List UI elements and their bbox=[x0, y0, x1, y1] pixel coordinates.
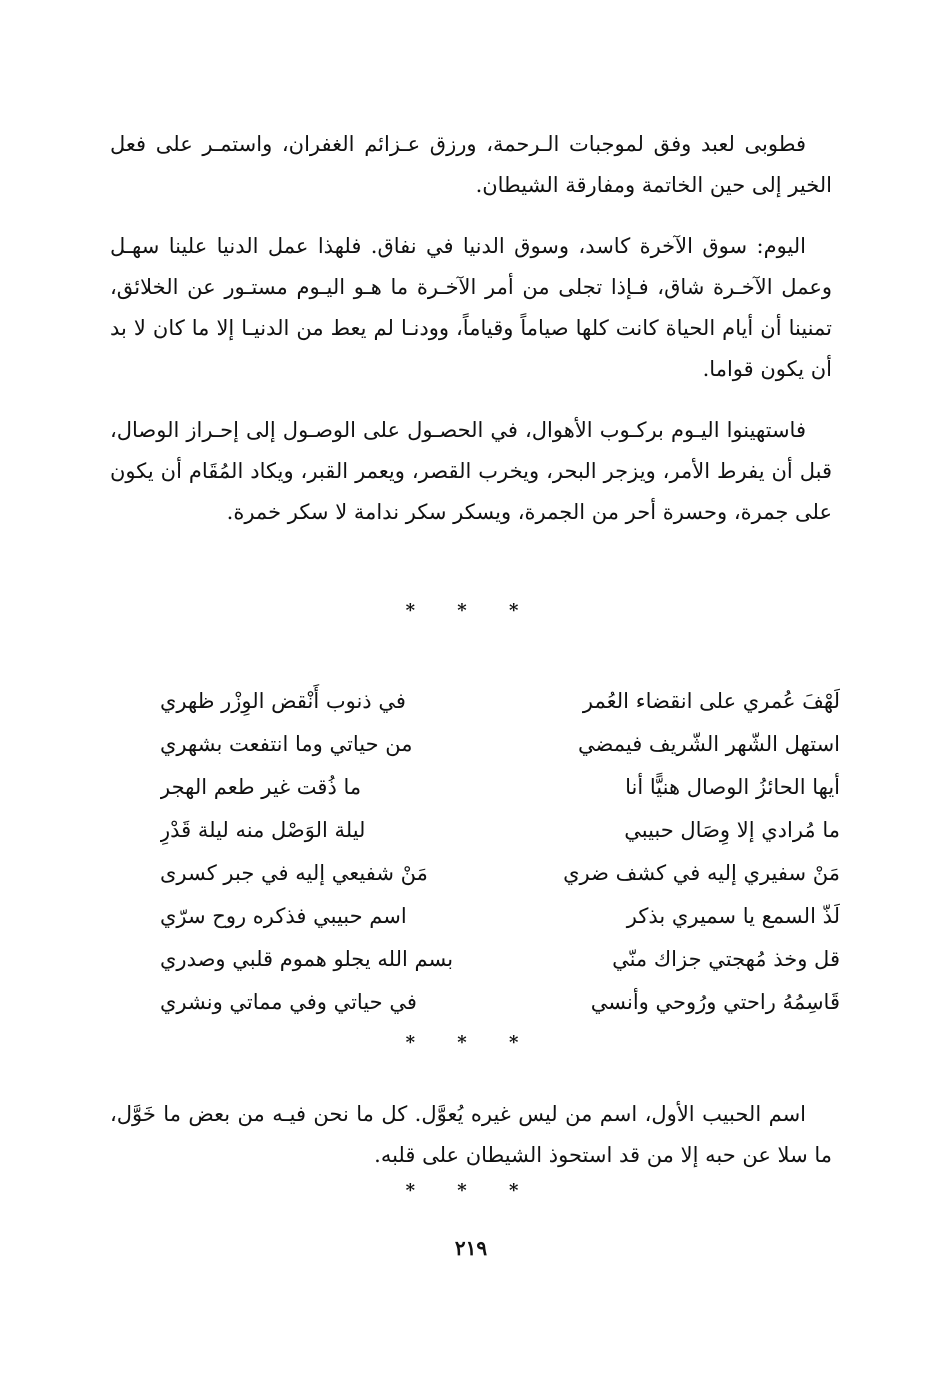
verse-first-hemistich: أيها الحائزُ الوصال هنيًّا أنا bbox=[625, 775, 840, 799]
verse-first-hemistich: لَهْفَ عُمري على انقضاء العُمر bbox=[582, 689, 840, 713]
verse-first-hemistich: ما مُرادي إلا وِصَال حبيبي bbox=[624, 818, 840, 842]
verse-second-hemistich: اسم حبيبي فذكره روح سرّي bbox=[160, 904, 407, 928]
verse-second-hemistich: في ذنوب أَنْقض الوِزْر ظهري bbox=[160, 689, 406, 713]
prose-block-2 bbox=[110, 226, 832, 390]
verse-first-hemistich: استهل الشّهر الشّريف فيمضي bbox=[578, 732, 840, 756]
poem-verse bbox=[160, 852, 840, 895]
verse-first-hemistich: مَنْ سفيري إليه في كشف ضري bbox=[563, 861, 840, 885]
verse-second-hemistich: في حياتي وفي مماتي ونشري bbox=[160, 990, 417, 1014]
page-number: ٢١٩ bbox=[454, 1236, 488, 1260]
prose-block-3 bbox=[110, 410, 832, 533]
section-separator: * * * bbox=[405, 600, 537, 621]
verse-second-hemistich: ما ذُقت غير طعم الهجر bbox=[160, 775, 362, 799]
paragraph-2: اليوم: سوق الآخرة كاسد، وسوق الدنيا في نفاق. فلهذا عمل الدنيا علينا سهـل وعمل الآخـرة شاق، فـإذا تجلى من أمر الآخـرة ما هـو اليـوم مستـور عن الخلائق، تمنينا أن أيام الحياة كانت كلها صياماً وقياماً، وودنـا لم يعط من الدنيـا إلا ما كان لا بد أن يكون قواما. bbox=[110, 234, 832, 381]
verse-second-hemistich: مَنْ شفيعي إليه في جبر كسرى bbox=[160, 861, 428, 885]
poem-verse bbox=[160, 809, 840, 852]
section-separator-3: * * * bbox=[405, 1180, 537, 1201]
poem-verse bbox=[160, 938, 840, 981]
paragraph-3: فاستهينوا اليـوم بركـوب الأهوال، في الحصـول على الوصـول إلى إحـراز الوصال، قبل أن يفرط الأمر، ويزجر البحر، ويخرب القصر، ويعمر القبر، ويكاد المُقَام أن يكون على جمرة، وحسرة أحر من الجمرة، ويسكر سكر ندامة لا سكر خمرة. bbox=[110, 418, 832, 524]
poem-verse bbox=[160, 680, 840, 723]
closing-paragraph: اسم الحبيب الأول، اسم من ليس غيره يُعوَّل. كل ما نحن فيـه من بعض ما خَوَّل، ما سلا عن حبه إلا من قد استحوذ الشيطان على قلبه. bbox=[110, 1102, 832, 1167]
verse-first-hemistich: لَذّ السمع يا سميري بذكر bbox=[626, 904, 840, 928]
section-separator-2: * * * bbox=[405, 1032, 537, 1053]
verse-first-hemistich: قل وخذ مُهجتي جزاك منّي bbox=[612, 947, 840, 971]
prose-block bbox=[110, 124, 832, 206]
poem-verse bbox=[160, 981, 840, 1024]
poem-verse bbox=[160, 895, 840, 938]
paragraph-1: فطوبى لعبد وفق لموجبات الـرحمة، ورزق عـزائم الغفران، واستمـر على فعل الخير إلى حين الخاتمة ومفارقة الشيطان. bbox=[110, 132, 832, 197]
verse-second-hemistich: من حياتي وما انتفعت بشهري bbox=[160, 732, 413, 756]
poem bbox=[160, 680, 840, 1024]
closing-block bbox=[110, 1094, 832, 1176]
poem-verse bbox=[160, 766, 840, 809]
verse-second-hemistich: ليلة الوَصْل منه ليلة قَدْرِ bbox=[160, 818, 366, 842]
verse-second-hemistich: بسم الله يجلو هموم قلبي وصدري bbox=[160, 947, 454, 971]
poem-verse bbox=[160, 723, 840, 766]
verse-first-hemistich: قَاسِمُهُ راحتي ورُوحي وأنسي bbox=[590, 990, 840, 1014]
